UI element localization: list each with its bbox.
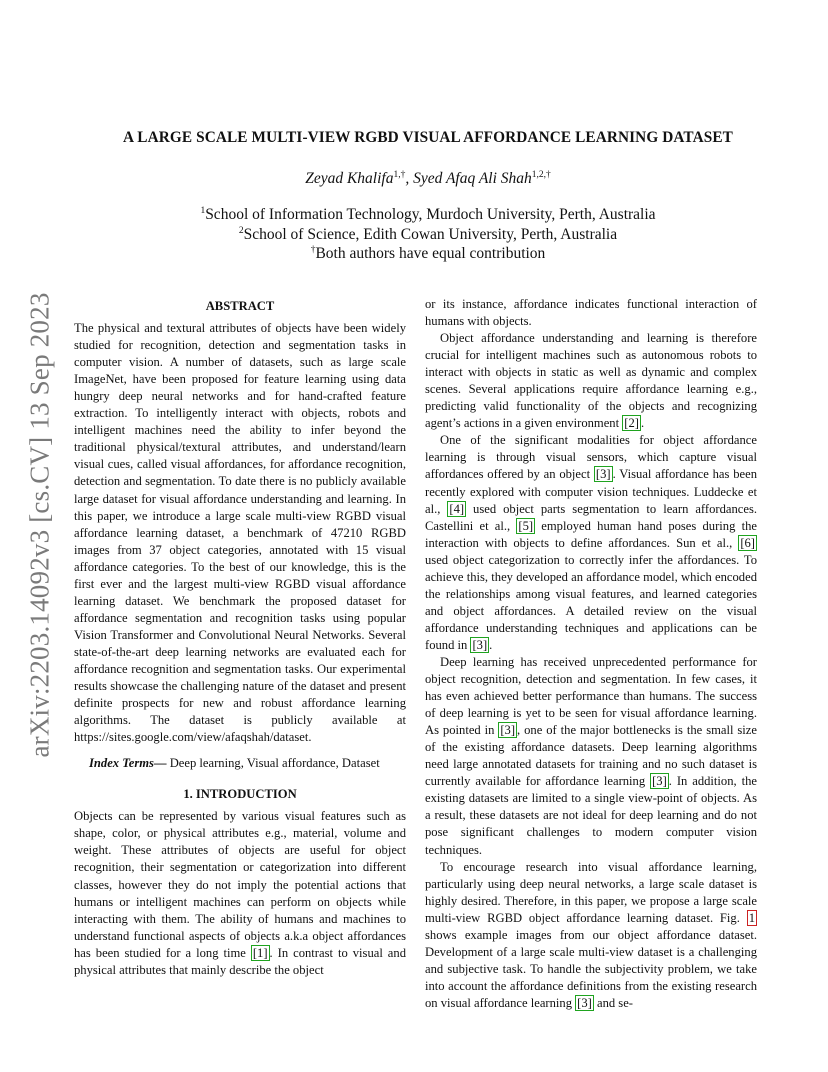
paragraph-text: used object categorization to correctly infer the affordances. To achieve this, they developed an affordance model, which encoded the relationships among visual features, and learned categories and object affordances. A detailed review on the visual affordance understanding techniques and applications can be found in xyxy=(425,552,757,652)
index-terms xyxy=(74,755,406,772)
arxiv-id: arXiv:2203.14092v3 [cs.CV] 13 Sep 2023 xyxy=(24,292,55,758)
intro-paragraph xyxy=(74,808,406,978)
paragraph-text: Objects can be represented by various visual features such as shape, color, or physical attributes e.g., material, volume and weight. These attributes of objects are useful for object recognition, their segmentation or categorization into different classes, however they do not imply the potential actions that humans or intelligent machines can perform on objects while interacting with them. The ability of humans and machines to understand functional aspects of objects a.k.a object affordances has been studied for a long time xyxy=(74,809,406,960)
figure-reference-link[interactable]: 1 xyxy=(748,910,755,925)
citation-link[interactable]: [6] xyxy=(740,535,755,550)
author-name: Zeyad Khalifa xyxy=(305,170,394,187)
right-column xyxy=(425,296,757,1012)
index-terms-text: Deep learning, Visual affordance, Dataset xyxy=(166,756,380,771)
citation-link[interactable]: [4] xyxy=(449,501,465,516)
author-affiliation-mark: 1,2,† xyxy=(531,170,551,180)
affiliation-text: School of Information Technology, Murdoch University, Perth, Australia xyxy=(205,206,656,223)
paper-title: A LARGE SCALE MULTI-VIEW RGBD VISUAL AFFORDANCE LEARNING DATASET xyxy=(123,129,733,146)
paragraph-text: , one of the major bottlenecks is the small size of the existing affordance datasets. Deep learning algorithms need large annotated datasets for training and no such dataset is currently available for affordance learning xyxy=(425,723,757,789)
arxiv-stamp xyxy=(20,290,60,760)
affiliation-text: School of Science, Edith Cowan University, Perth, Australia xyxy=(243,225,618,243)
citation-link[interactable]: [3] xyxy=(472,637,488,652)
paragraph-text: . xyxy=(489,637,493,652)
abstract-text: The physical and textural attributes of objects have been widely studied for recognition, detection and segmentation tasks in computer vision. A number of datasets, such as large scale ImageNet, have been proposed for feature learning using data hungry deep neural networks and for hand-crafted feature extraction. To intelligently interact with objects, robots and intelligent machines need the ability to infer beyond the traditional physical/textural attributes, and understand/learn visual cues, called visual affordances, for affordance recognition, detection and segmentation. To date there is no publicly available large dataset for visual affordance understanding and learning. In this paper, we introduce a large scale multi-view RGBD visual affordance learning dataset, a benchmark of 47210 RGBD images from 37 object categories, annotated with 15 visual affordance categories. To the best of our knowledge, this is the first ever and the largest multi-view RGBD visual affordance learning dataset. We benchmark the proposed dataset for affordance segmentation and recognition tasks using popular Vision Transformer and Convolutional Neural Networks. Several state-of-the-art deep learning networks are evaluated each for affordance recognition and segmentation tasks. Our experimental results showcase the challenging nature of the dataset and present definite prospects for new and robust affordance learning algorithms. The dataset is publicly available at https://sites.google.com/view/afaqshah/dataset. xyxy=(74,321,406,745)
citation-link[interactable]: [3] xyxy=(500,723,516,738)
affiliation-text: Both authors have equal contribution xyxy=(315,245,546,262)
paragraph-text: . In addition, the existing datasets are limited to a single view-point of objects. As a result, these datasets are not ideal for deep learning and do not pose significant challenges to modern computer vision techniques. xyxy=(425,774,757,857)
index-terms-label: Index Terms— xyxy=(89,756,167,771)
paragraph-text: shows example images from our object affordance dataset. Development of a large scale multi-view dataset is a challenging and subjective task. To handle the subjectivity problem, we take into account the affordance definitions from the existing research on visual affordance learning xyxy=(425,927,757,1010)
citation-link[interactable]: [3] xyxy=(577,995,592,1010)
paragraph-text: Object affordance understanding and learning is therefore crucial for intelligent machines such as autonomous robots to interact with objects in static as well as dynamic and complex scenes. Several applications require affordance learning e.g., predicting valid functionality of the objects and recognizing agent’s actions in a given environment xyxy=(425,331,757,431)
citation-link[interactable]: [5] xyxy=(518,518,534,533)
citation-link[interactable]: [2] xyxy=(624,416,639,431)
affiliation-line xyxy=(60,205,796,225)
paragraph-text: . Visual affordance has been recently explored with computer vision techniques. Luddecke et al., xyxy=(425,467,757,516)
author-name: Syed Afaq Ali Shah xyxy=(413,170,532,187)
intro-paragraph xyxy=(425,432,757,654)
paragraph-text: One of the significant modalities for object affordance learning is through visual sensors, which capture visual affordances offered by an object xyxy=(425,433,757,482)
equal-contribution-note xyxy=(60,244,796,264)
paragraph-text: Deep learning has received unprecedented performance for object recognition, detection and segmentation. In few cases, it has even achieved better performance than humans. The success of deep learning is yet to be seen for visual affordance learning. As pointed in xyxy=(425,654,757,738)
paragraph-text: . In contrast to visual and physical attributes that mainly describe the object xyxy=(74,945,406,977)
affiliation-mark: 2 xyxy=(238,225,244,236)
affiliation-mark: † xyxy=(310,245,316,255)
author-affiliation-mark: 1,† xyxy=(393,170,406,180)
intro-paragraph xyxy=(425,654,757,859)
introduction-heading: 1. INTRODUCTION xyxy=(183,787,297,802)
affiliation-block xyxy=(60,205,796,264)
intro-paragraph xyxy=(425,330,757,432)
author-list xyxy=(60,170,796,188)
paragraph-text: employed human hand poses during the interaction with objects to define affordances. Sun et al., xyxy=(425,518,757,550)
author-separator: , xyxy=(405,170,414,187)
paragraph-text: To encourage research into visual affordance learning, particularly using deep neural networks, a large scale dataset is highly desired. Therefore, in this paper, we propose a large scale multi-view RGBD object affordance learning dataset. Fig. xyxy=(425,859,757,925)
affiliation-mark: 1 xyxy=(200,206,206,216)
intro-paragraph-continued: or its instance, affordance indicates functional interaction of humans with objects. xyxy=(425,297,757,329)
left-column xyxy=(74,296,406,979)
paragraph-text: . xyxy=(640,416,645,431)
intro-paragraph xyxy=(425,859,757,1012)
citation-link[interactable]: [3] xyxy=(595,467,611,482)
citation-link[interactable]: [1] xyxy=(252,945,268,960)
paragraph-text: used object parts segmentation to learn affordances. Castellini et al., xyxy=(425,501,757,533)
affiliation-line xyxy=(60,225,796,245)
citation-link[interactable]: [3] xyxy=(652,774,667,789)
paragraph-text: and se- xyxy=(593,995,633,1010)
abstract-heading: ABSTRACT xyxy=(205,299,275,313)
